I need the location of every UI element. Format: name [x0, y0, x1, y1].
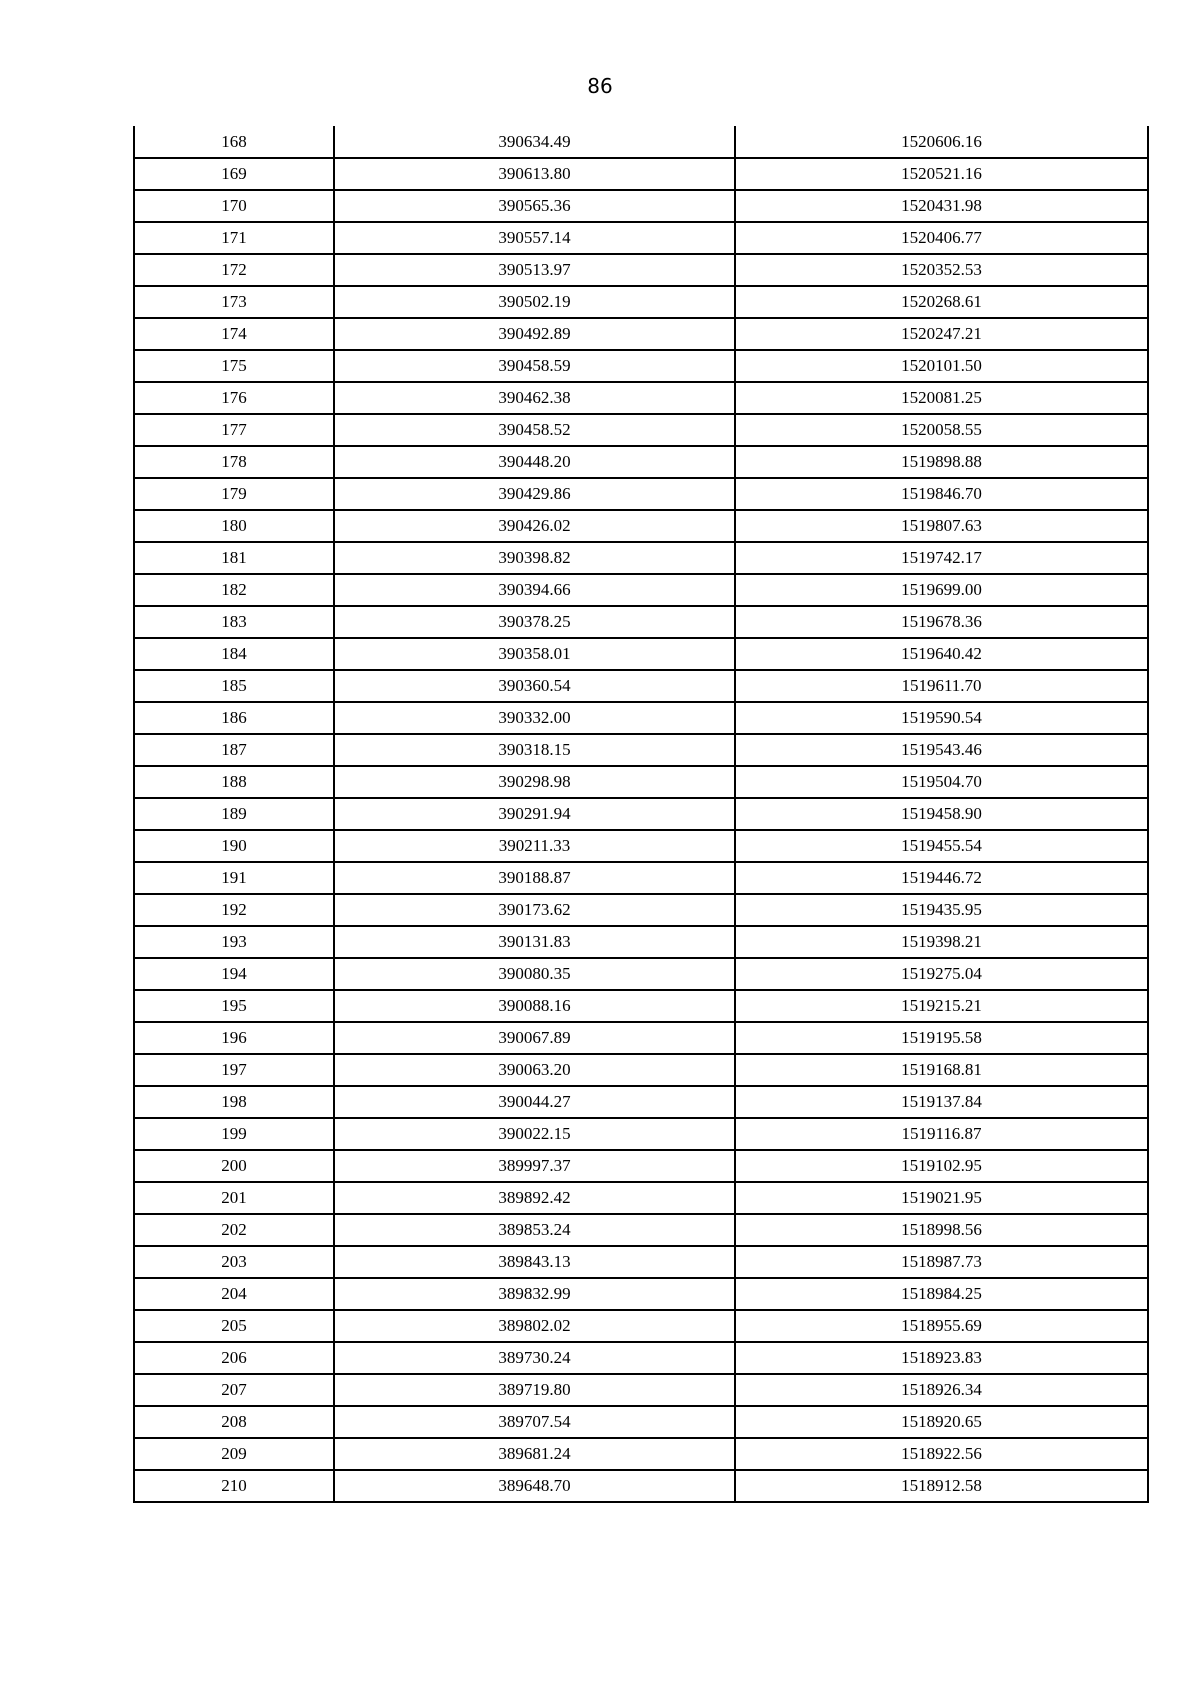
x-coordinate-cell: 390067.89: [334, 1022, 735, 1054]
x-coordinate-cell: 390557.14: [334, 222, 735, 254]
x-coordinate-cell: 390502.19: [334, 286, 735, 318]
table-row: [134, 126, 1148, 158]
y-coordinate-cell: 1518955.69: [735, 1310, 1148, 1342]
point-number-cell: 209: [134, 1438, 334, 1470]
x-coordinate-cell: 390398.82: [334, 542, 735, 574]
x-coordinate-cell: 389681.24: [334, 1438, 735, 1470]
x-coordinate-cell: 389802.02: [334, 1310, 735, 1342]
x-coordinate-cell: 390378.25: [334, 606, 735, 638]
x-coordinate-cell: 390131.83: [334, 926, 735, 958]
table-row: [134, 798, 1148, 830]
x-coordinate-cell: 390211.33: [334, 830, 735, 862]
point-number-cell: 183: [134, 606, 334, 638]
table-row: [134, 990, 1148, 1022]
point-number-cell: 196: [134, 1022, 334, 1054]
table-row: [134, 350, 1148, 382]
x-coordinate-cell: 390429.86: [334, 478, 735, 510]
table-row: [134, 1086, 1148, 1118]
point-number-cell: 197: [134, 1054, 334, 1086]
x-coordinate-cell: 389707.54: [334, 1406, 735, 1438]
y-coordinate-cell: 1519137.84: [735, 1086, 1148, 1118]
table-row: [134, 1150, 1148, 1182]
x-coordinate-cell: 390332.00: [334, 702, 735, 734]
table-row: [134, 670, 1148, 702]
x-coordinate-cell: 390513.97: [334, 254, 735, 286]
x-coordinate-cell: 390188.87: [334, 862, 735, 894]
table-row: [134, 222, 1148, 254]
table-row: [134, 862, 1148, 894]
y-coordinate-cell: 1520247.21: [735, 318, 1148, 350]
point-number-cell: 195: [134, 990, 334, 1022]
y-coordinate-cell: 1519699.00: [735, 574, 1148, 606]
table-row: [134, 702, 1148, 734]
table-row: [134, 446, 1148, 478]
y-coordinate-cell: 1519678.36: [735, 606, 1148, 638]
y-coordinate-cell: 1519195.58: [735, 1022, 1148, 1054]
x-coordinate-cell: 390298.98: [334, 766, 735, 798]
x-coordinate-cell: 389730.24: [334, 1342, 735, 1374]
x-coordinate-cell: 390080.35: [334, 958, 735, 990]
table-row: [134, 1342, 1148, 1374]
y-coordinate-cell: 1519021.95: [735, 1182, 1148, 1214]
x-coordinate-cell: 390462.38: [334, 382, 735, 414]
y-coordinate-cell: 1518922.56: [735, 1438, 1148, 1470]
coordinates-table-container: [133, 126, 1147, 1503]
y-coordinate-cell: 1519846.70: [735, 478, 1148, 510]
point-number-cell: 198: [134, 1086, 334, 1118]
x-coordinate-cell: 390291.94: [334, 798, 735, 830]
point-number-cell: 179: [134, 478, 334, 510]
point-number-cell: 192: [134, 894, 334, 926]
point-number-cell: 204: [134, 1278, 334, 1310]
table-row: [134, 382, 1148, 414]
point-number-cell: 206: [134, 1342, 334, 1374]
point-number-cell: 193: [134, 926, 334, 958]
x-coordinate-cell: 390565.36: [334, 190, 735, 222]
table-row: [134, 1406, 1148, 1438]
table-row: [134, 1310, 1148, 1342]
point-number-cell: 181: [134, 542, 334, 574]
table-row: [134, 478, 1148, 510]
x-coordinate-cell: 390088.16: [334, 990, 735, 1022]
table-row: [134, 1118, 1148, 1150]
y-coordinate-cell: 1518987.73: [735, 1246, 1148, 1278]
point-number-cell: 200: [134, 1150, 334, 1182]
x-coordinate-cell: 390063.20: [334, 1054, 735, 1086]
y-coordinate-cell: 1519398.21: [735, 926, 1148, 958]
table-row: [134, 1246, 1148, 1278]
y-coordinate-cell: 1518998.56: [735, 1214, 1148, 1246]
x-coordinate-cell: 390360.54: [334, 670, 735, 702]
coordinates-table-body: [134, 126, 1148, 1502]
point-number-cell: 208: [134, 1406, 334, 1438]
y-coordinate-cell: 1520521.16: [735, 158, 1148, 190]
point-number-cell: 176: [134, 382, 334, 414]
x-coordinate-cell: 389997.37: [334, 1150, 735, 1182]
y-coordinate-cell: 1519102.95: [735, 1150, 1148, 1182]
y-coordinate-cell: 1518912.58: [735, 1470, 1148, 1502]
x-coordinate-cell: 389648.70: [334, 1470, 735, 1502]
x-coordinate-cell: 390318.15: [334, 734, 735, 766]
point-number-cell: 205: [134, 1310, 334, 1342]
y-coordinate-cell: 1519275.04: [735, 958, 1148, 990]
x-coordinate-cell: 390044.27: [334, 1086, 735, 1118]
table-row: [134, 926, 1148, 958]
point-number-cell: 199: [134, 1118, 334, 1150]
y-coordinate-cell: 1519215.21: [735, 990, 1148, 1022]
table-row: [134, 958, 1148, 990]
point-number-cell: 194: [134, 958, 334, 990]
point-number-cell: 168: [134, 126, 334, 158]
x-coordinate-cell: 389843.13: [334, 1246, 735, 1278]
table-row: [134, 894, 1148, 926]
point-number-cell: 178: [134, 446, 334, 478]
y-coordinate-cell: 1519742.17: [735, 542, 1148, 574]
x-coordinate-cell: 390458.59: [334, 350, 735, 382]
table-row: [134, 606, 1148, 638]
point-number-cell: 188: [134, 766, 334, 798]
table-row: [134, 1278, 1148, 1310]
y-coordinate-cell: 1519611.70: [735, 670, 1148, 702]
point-number-cell: 202: [134, 1214, 334, 1246]
table-row: [134, 1470, 1148, 1502]
table-row: [134, 286, 1148, 318]
x-coordinate-cell: 390448.20: [334, 446, 735, 478]
y-coordinate-cell: 1520431.98: [735, 190, 1148, 222]
point-number-cell: 190: [134, 830, 334, 862]
y-coordinate-cell: 1519446.72: [735, 862, 1148, 894]
y-coordinate-cell: 1519455.54: [735, 830, 1148, 862]
table-row: [134, 542, 1148, 574]
point-number-cell: 171: [134, 222, 334, 254]
table-row: [134, 638, 1148, 670]
table-row: [134, 1374, 1148, 1406]
y-coordinate-cell: 1518920.65: [735, 1406, 1148, 1438]
y-coordinate-cell: 1519435.95: [735, 894, 1148, 926]
x-coordinate-cell: 390634.49: [334, 126, 735, 158]
y-coordinate-cell: 1519807.63: [735, 510, 1148, 542]
point-number-cell: 201: [134, 1182, 334, 1214]
x-coordinate-cell: 389719.80: [334, 1374, 735, 1406]
point-number-cell: 175: [134, 350, 334, 382]
x-coordinate-cell: 390022.15: [334, 1118, 735, 1150]
point-number-cell: 191: [134, 862, 334, 894]
page-number: 86: [587, 74, 613, 98]
point-number-cell: 169: [134, 158, 334, 190]
y-coordinate-cell: 1519504.70: [735, 766, 1148, 798]
y-coordinate-cell: 1520101.50: [735, 350, 1148, 382]
y-coordinate-cell: 1519168.81: [735, 1054, 1148, 1086]
x-coordinate-cell: 390426.02: [334, 510, 735, 542]
table-row: [134, 318, 1148, 350]
y-coordinate-cell: 1520352.53: [735, 254, 1148, 286]
table-row: [134, 1182, 1148, 1214]
table-row: [134, 1214, 1148, 1246]
y-coordinate-cell: 1519590.54: [735, 702, 1148, 734]
point-number-cell: 173: [134, 286, 334, 318]
y-coordinate-cell: 1519543.46: [735, 734, 1148, 766]
table-row: [134, 830, 1148, 862]
y-coordinate-cell: 1520058.55: [735, 414, 1148, 446]
point-number-cell: 174: [134, 318, 334, 350]
point-number-cell: 207: [134, 1374, 334, 1406]
table-row: [134, 734, 1148, 766]
point-number-cell: 170: [134, 190, 334, 222]
y-coordinate-cell: 1518926.34: [735, 1374, 1148, 1406]
table-row: [134, 1438, 1148, 1470]
table-row: [134, 414, 1148, 446]
y-coordinate-cell: 1520268.61: [735, 286, 1148, 318]
table-row: [134, 1022, 1148, 1054]
point-number-cell: 182: [134, 574, 334, 606]
point-number-cell: 185: [134, 670, 334, 702]
x-coordinate-cell: 390492.89: [334, 318, 735, 350]
coordinates-table: [133, 126, 1149, 1503]
x-coordinate-cell: 390358.01: [334, 638, 735, 670]
y-coordinate-cell: 1519458.90: [735, 798, 1148, 830]
x-coordinate-cell: 389853.24: [334, 1214, 735, 1246]
x-coordinate-cell: 389892.42: [334, 1182, 735, 1214]
table-row: [134, 254, 1148, 286]
y-coordinate-cell: 1518923.83: [735, 1342, 1148, 1374]
point-number-cell: 177: [134, 414, 334, 446]
y-coordinate-cell: 1519640.42: [735, 638, 1148, 670]
point-number-cell: 203: [134, 1246, 334, 1278]
point-number-cell: 186: [134, 702, 334, 734]
point-number-cell: 189: [134, 798, 334, 830]
x-coordinate-cell: 390173.62: [334, 894, 735, 926]
x-coordinate-cell: 390394.66: [334, 574, 735, 606]
y-coordinate-cell: 1520406.77: [735, 222, 1148, 254]
table-row: [134, 574, 1148, 606]
point-number-cell: 187: [134, 734, 334, 766]
y-coordinate-cell: 1520606.16: [735, 126, 1148, 158]
y-coordinate-cell: 1519898.88: [735, 446, 1148, 478]
point-number-cell: 172: [134, 254, 334, 286]
table-row: [134, 510, 1148, 542]
table-row: [134, 190, 1148, 222]
x-coordinate-cell: 390613.80: [334, 158, 735, 190]
table-row: [134, 1054, 1148, 1086]
point-number-cell: 184: [134, 638, 334, 670]
y-coordinate-cell: 1518984.25: [735, 1278, 1148, 1310]
x-coordinate-cell: 389832.99: [334, 1278, 735, 1310]
x-coordinate-cell: 390458.52: [334, 414, 735, 446]
table-row: [134, 766, 1148, 798]
y-coordinate-cell: 1519116.87: [735, 1118, 1148, 1150]
point-number-cell: 180: [134, 510, 334, 542]
point-number-cell: 210: [134, 1470, 334, 1502]
table-row: [134, 158, 1148, 190]
y-coordinate-cell: 1520081.25: [735, 382, 1148, 414]
